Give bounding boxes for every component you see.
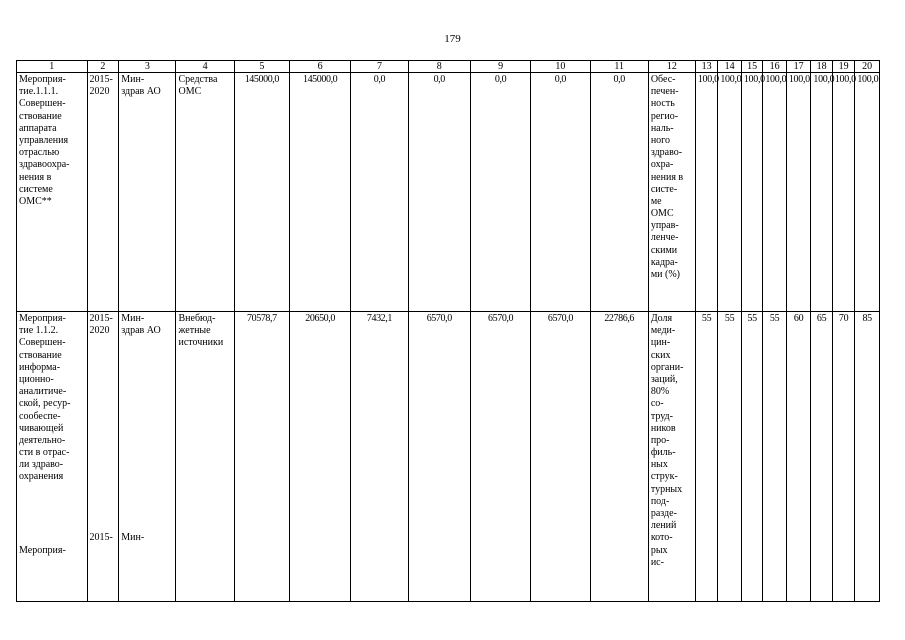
- target-value-cell: 100,0: [763, 73, 787, 312]
- amount-cell: 6570,0: [408, 312, 470, 602]
- program-table: [16, 60, 880, 602]
- amount-cell: 7432,1: [351, 312, 408, 602]
- source-cell: Внебюд- жетные источники: [176, 312, 234, 602]
- executor-cell: Мин- здрав АО: [119, 73, 176, 312]
- amount-cell: 70578,7: [234, 312, 289, 602]
- column-number: 12: [648, 61, 695, 73]
- years-cell: 2015- 2020: [87, 73, 119, 312]
- column-number: 13: [695, 61, 717, 73]
- amount-cell: 0,0: [351, 73, 408, 312]
- target-value-cell: 55: [741, 312, 762, 602]
- column-number: 15: [741, 61, 762, 73]
- years-cell: 2015- 2020 2015-: [87, 312, 119, 602]
- target-value-cell: 100,0: [855, 73, 880, 312]
- source-cell: Средства ОМС: [176, 73, 234, 312]
- column-number: 7: [351, 61, 408, 73]
- column-number: 5: [234, 61, 289, 73]
- column-number: 8: [408, 61, 470, 73]
- target-value-cell: 100,0: [832, 73, 854, 312]
- target-value-cell: 100,0: [695, 73, 717, 312]
- column-number: 1: [17, 61, 88, 73]
- amount-cell: 0,0: [408, 73, 470, 312]
- column-number: 17: [786, 61, 811, 73]
- column-number: 10: [531, 61, 590, 73]
- column-number: 18: [811, 61, 832, 73]
- target-value-cell: 85: [855, 312, 880, 602]
- amount-cell: 20650,0: [289, 312, 350, 602]
- target-value-cell: 55: [695, 312, 717, 602]
- table-row: [17, 312, 880, 602]
- column-number: 11: [590, 61, 648, 73]
- target-value-cell: 100,0: [741, 73, 762, 312]
- target-value-cell: 100,0: [811, 73, 832, 312]
- amount-cell: 0,0: [470, 73, 530, 312]
- amount-cell: 145000,0: [289, 73, 350, 312]
- indicator-cell: Доля меди- цин- ских органи- заций, 80% со- труд- ников про- филь- ных струк- турных под- разде- лений кото- рых ис-: [648, 312, 695, 602]
- column-number: 20: [855, 61, 880, 73]
- executor-cell: Мин- здрав АО Мин-: [119, 312, 176, 602]
- amount-cell: 145000,0: [234, 73, 289, 312]
- target-value-cell: 55: [763, 312, 787, 602]
- column-number: 19: [832, 61, 854, 73]
- table-row: [17, 73, 880, 312]
- event-cell: Мероприя- тие.1.1.1. Совершен- ствование аппарата управления отраслью здравоохра- нения в системе ОМС**: [17, 73, 88, 312]
- page-number: 179: [444, 33, 461, 45]
- column-number: 3: [119, 61, 176, 73]
- target-value-cell: 55: [718, 312, 742, 602]
- column-number: 2: [87, 61, 119, 73]
- amount-cell: 22786,6: [590, 312, 648, 602]
- amount-cell: 6570,0: [531, 312, 590, 602]
- target-value-cell: 65: [811, 312, 832, 602]
- target-value-cell: 100,0: [786, 73, 811, 312]
- indicator-cell: Обес- печен- ность регио- наль- ного здраво- охра- нения в систе- ме ОМС управ- ленче- скими кадра- ми (%): [648, 73, 695, 312]
- column-number: 14: [718, 61, 742, 73]
- amount-cell: 0,0: [590, 73, 648, 312]
- amount-cell: 0,0: [531, 73, 590, 312]
- column-number-row: [17, 61, 880, 73]
- column-number: 9: [470, 61, 530, 73]
- column-number: 16: [763, 61, 787, 73]
- amount-cell: 6570,0: [470, 312, 530, 602]
- column-number: 4: [176, 61, 234, 73]
- column-number: 6: [289, 61, 350, 73]
- event-cell: Мероприя- тие 1.1.2. Совершен- ствование информа- ционно- аналитиче- ской, ресур- сообеспе- чивающей деятельно- сти в отрас- ли здраво- охранения Мероприя-: [17, 312, 88, 602]
- target-value-cell: 60: [786, 312, 811, 602]
- target-value-cell: 70: [832, 312, 854, 602]
- target-value-cell: 100,0: [718, 73, 742, 312]
